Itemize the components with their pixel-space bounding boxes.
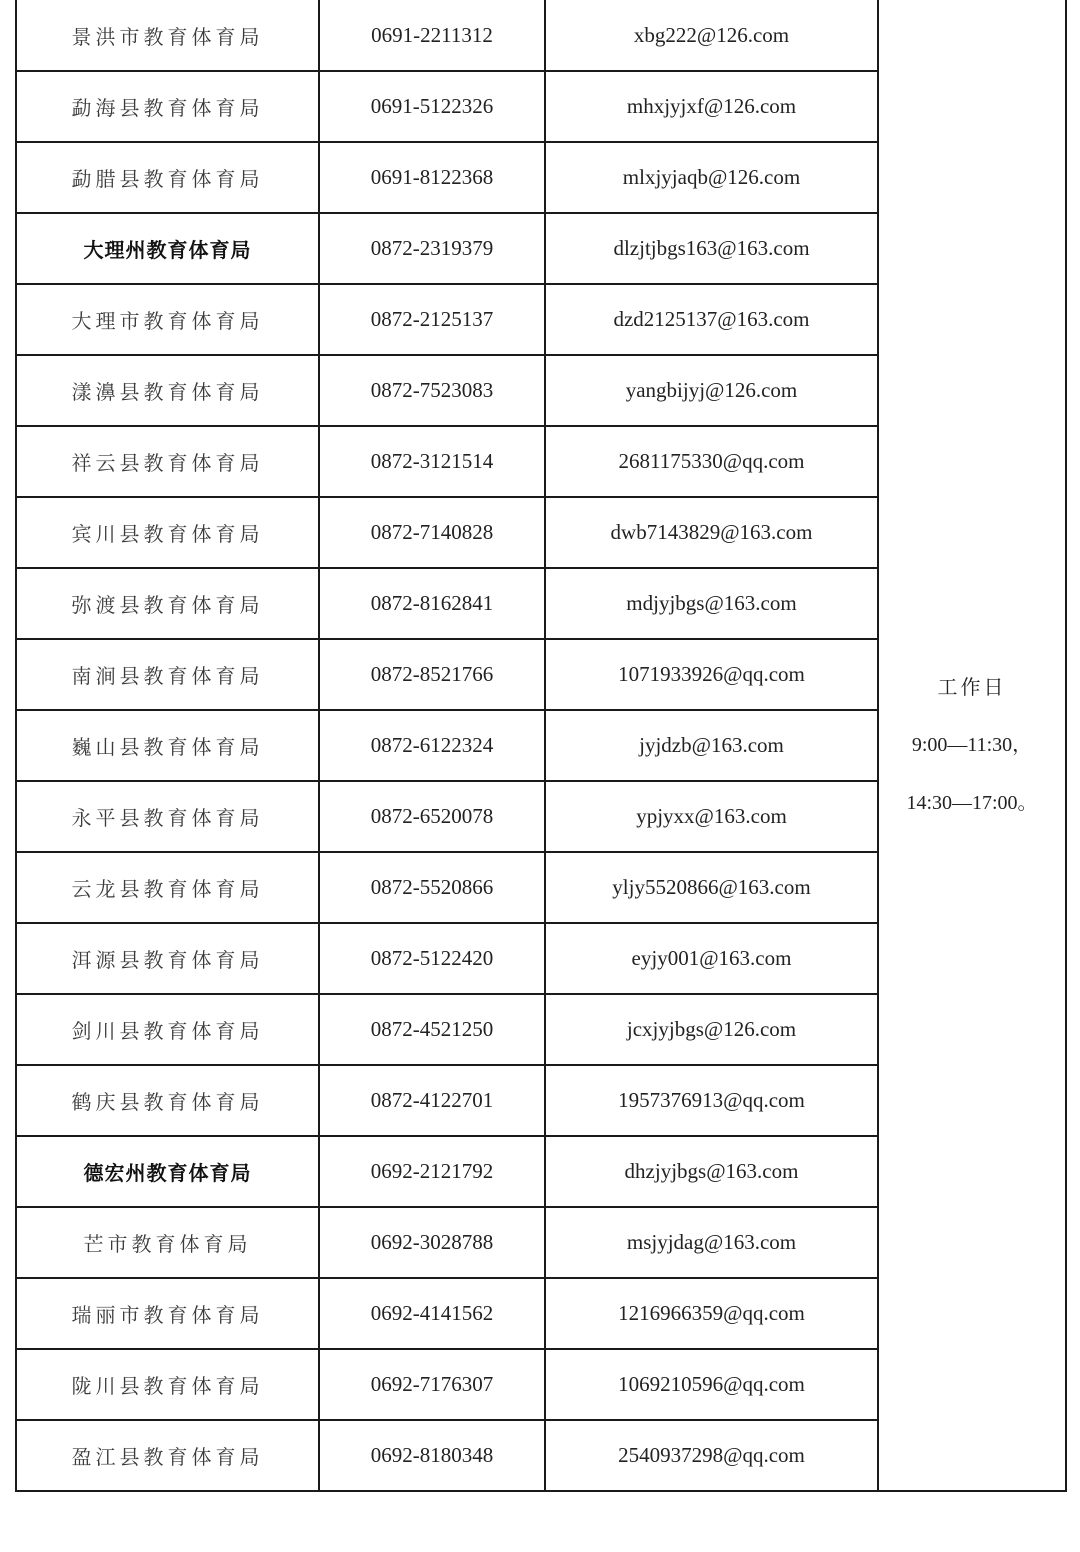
phone-cell: 0692-3028788 (319, 1207, 545, 1278)
bureau-name-cell: 南涧县教育体育局 (16, 639, 319, 710)
phone-cell: 0872-6520078 (319, 781, 545, 852)
contact-table (15, 0, 1067, 1492)
phone-cell: 0872-5520866 (319, 852, 545, 923)
phone-cell: 0692-7176307 (319, 1349, 545, 1420)
email-cell: 1957376913@qq.com (545, 1065, 878, 1136)
email-cell: ypjyxx@163.com (545, 781, 878, 852)
bureau-name-cell: 德宏州教育体育局 (16, 1136, 319, 1207)
bureau-name-cell: 鹤庆县教育体育局 (16, 1065, 319, 1136)
bureau-name-cell: 景洪市教育体育局 (16, 0, 319, 71)
table-row (16, 0, 1066, 71)
bureau-name-cell: 大理州教育体育局 (16, 213, 319, 284)
table-body (16, 0, 1066, 1491)
email-cell: dwb7143829@163.com (545, 497, 878, 568)
email-cell: dhzjyjbgs@163.com (545, 1136, 878, 1207)
phone-cell: 0872-4122701 (319, 1065, 545, 1136)
bureau-name-cell: 洱源县教育体育局 (16, 923, 319, 994)
phone-cell: 0872-8162841 (319, 568, 545, 639)
email-cell: 2681175330@qq.com (545, 426, 878, 497)
email-cell: yangbijyj@126.com (545, 355, 878, 426)
email-cell: mlxjyjaqb@126.com (545, 142, 878, 213)
bureau-name-cell: 弥渡县教育体育局 (16, 568, 319, 639)
working-hours-title: 工作日 (937, 675, 1007, 699)
email-cell: eyjy001@163.com (545, 923, 878, 994)
phone-cell: 0872-2319379 (319, 213, 545, 284)
email-cell: msjyjdag@163.com (545, 1207, 878, 1278)
email-cell: xbg222@126.com (545, 0, 878, 71)
phone-cell: 0691-5122326 (319, 71, 545, 142)
email-cell: mhxjyjxf@126.com (545, 71, 878, 142)
phone-cell: 0872-7523083 (319, 355, 545, 426)
working-hours-cell (878, 0, 1066, 1491)
phone-cell: 0872-5122420 (319, 923, 545, 994)
phone-cell: 0872-8521766 (319, 639, 545, 710)
email-cell: jcxjyjbgs@126.com (545, 994, 878, 1065)
bureau-name-cell: 盈江县教育体育局 (16, 1420, 319, 1491)
email-cell: 2540937298@qq.com (545, 1420, 878, 1491)
phone-cell: 0692-8180348 (319, 1420, 545, 1491)
bureau-name-cell: 宾川县教育体育局 (16, 497, 319, 568)
email-cell: yljy5520866@163.com (545, 852, 878, 923)
bureau-name-cell: 祥云县教育体育局 (16, 426, 319, 497)
phone-cell: 0872-6122324 (319, 710, 545, 781)
bureau-name-cell: 芒市教育体育局 (16, 1207, 319, 1278)
email-cell: 1216966359@qq.com (545, 1278, 878, 1349)
phone-cell: 0872-3121514 (319, 426, 545, 497)
phone-cell: 0691-8122368 (319, 142, 545, 213)
bureau-name-cell: 瑞丽市教育体育局 (16, 1278, 319, 1349)
email-cell: 1071933926@qq.com (545, 639, 878, 710)
bureau-name-cell: 巍山县教育体育局 (16, 710, 319, 781)
bureau-name-cell: 漾濞县教育体育局 (16, 355, 319, 426)
phone-cell: 0691-2211312 (319, 0, 545, 71)
email-cell: jyjdzb@163.com (545, 710, 878, 781)
email-cell: mdjyjbgs@163.com (545, 568, 878, 639)
bureau-name-cell: 勐海县教育体育局 (16, 71, 319, 142)
working-hours-morning: 9:00—11:30， (911, 734, 1033, 756)
email-cell: 1069210596@qq.com (545, 1349, 878, 1420)
bureau-name-cell: 勐腊县教育体育局 (16, 142, 319, 213)
email-cell: dlzjtjbgs163@163.com (545, 213, 878, 284)
phone-cell: 0872-4521250 (319, 994, 545, 1065)
bureau-name-cell: 永平县教育体育局 (16, 781, 319, 852)
bureau-name-cell: 陇川县教育体育局 (16, 1349, 319, 1420)
phone-cell: 0872-7140828 (319, 497, 545, 568)
bureau-name-cell: 剑川县教育体育局 (16, 994, 319, 1065)
working-hours-afternoon: 14:30—17:00。 (906, 792, 1038, 814)
bureau-name-cell: 大理市教育体育局 (16, 284, 319, 355)
phone-cell: 0692-2121792 (319, 1136, 545, 1207)
phone-cell: 0692-4141562 (319, 1278, 545, 1349)
phone-cell: 0872-2125137 (319, 284, 545, 355)
bureau-name-cell: 云龙县教育体育局 (16, 852, 319, 923)
email-cell: dzd2125137@163.com (545, 284, 878, 355)
